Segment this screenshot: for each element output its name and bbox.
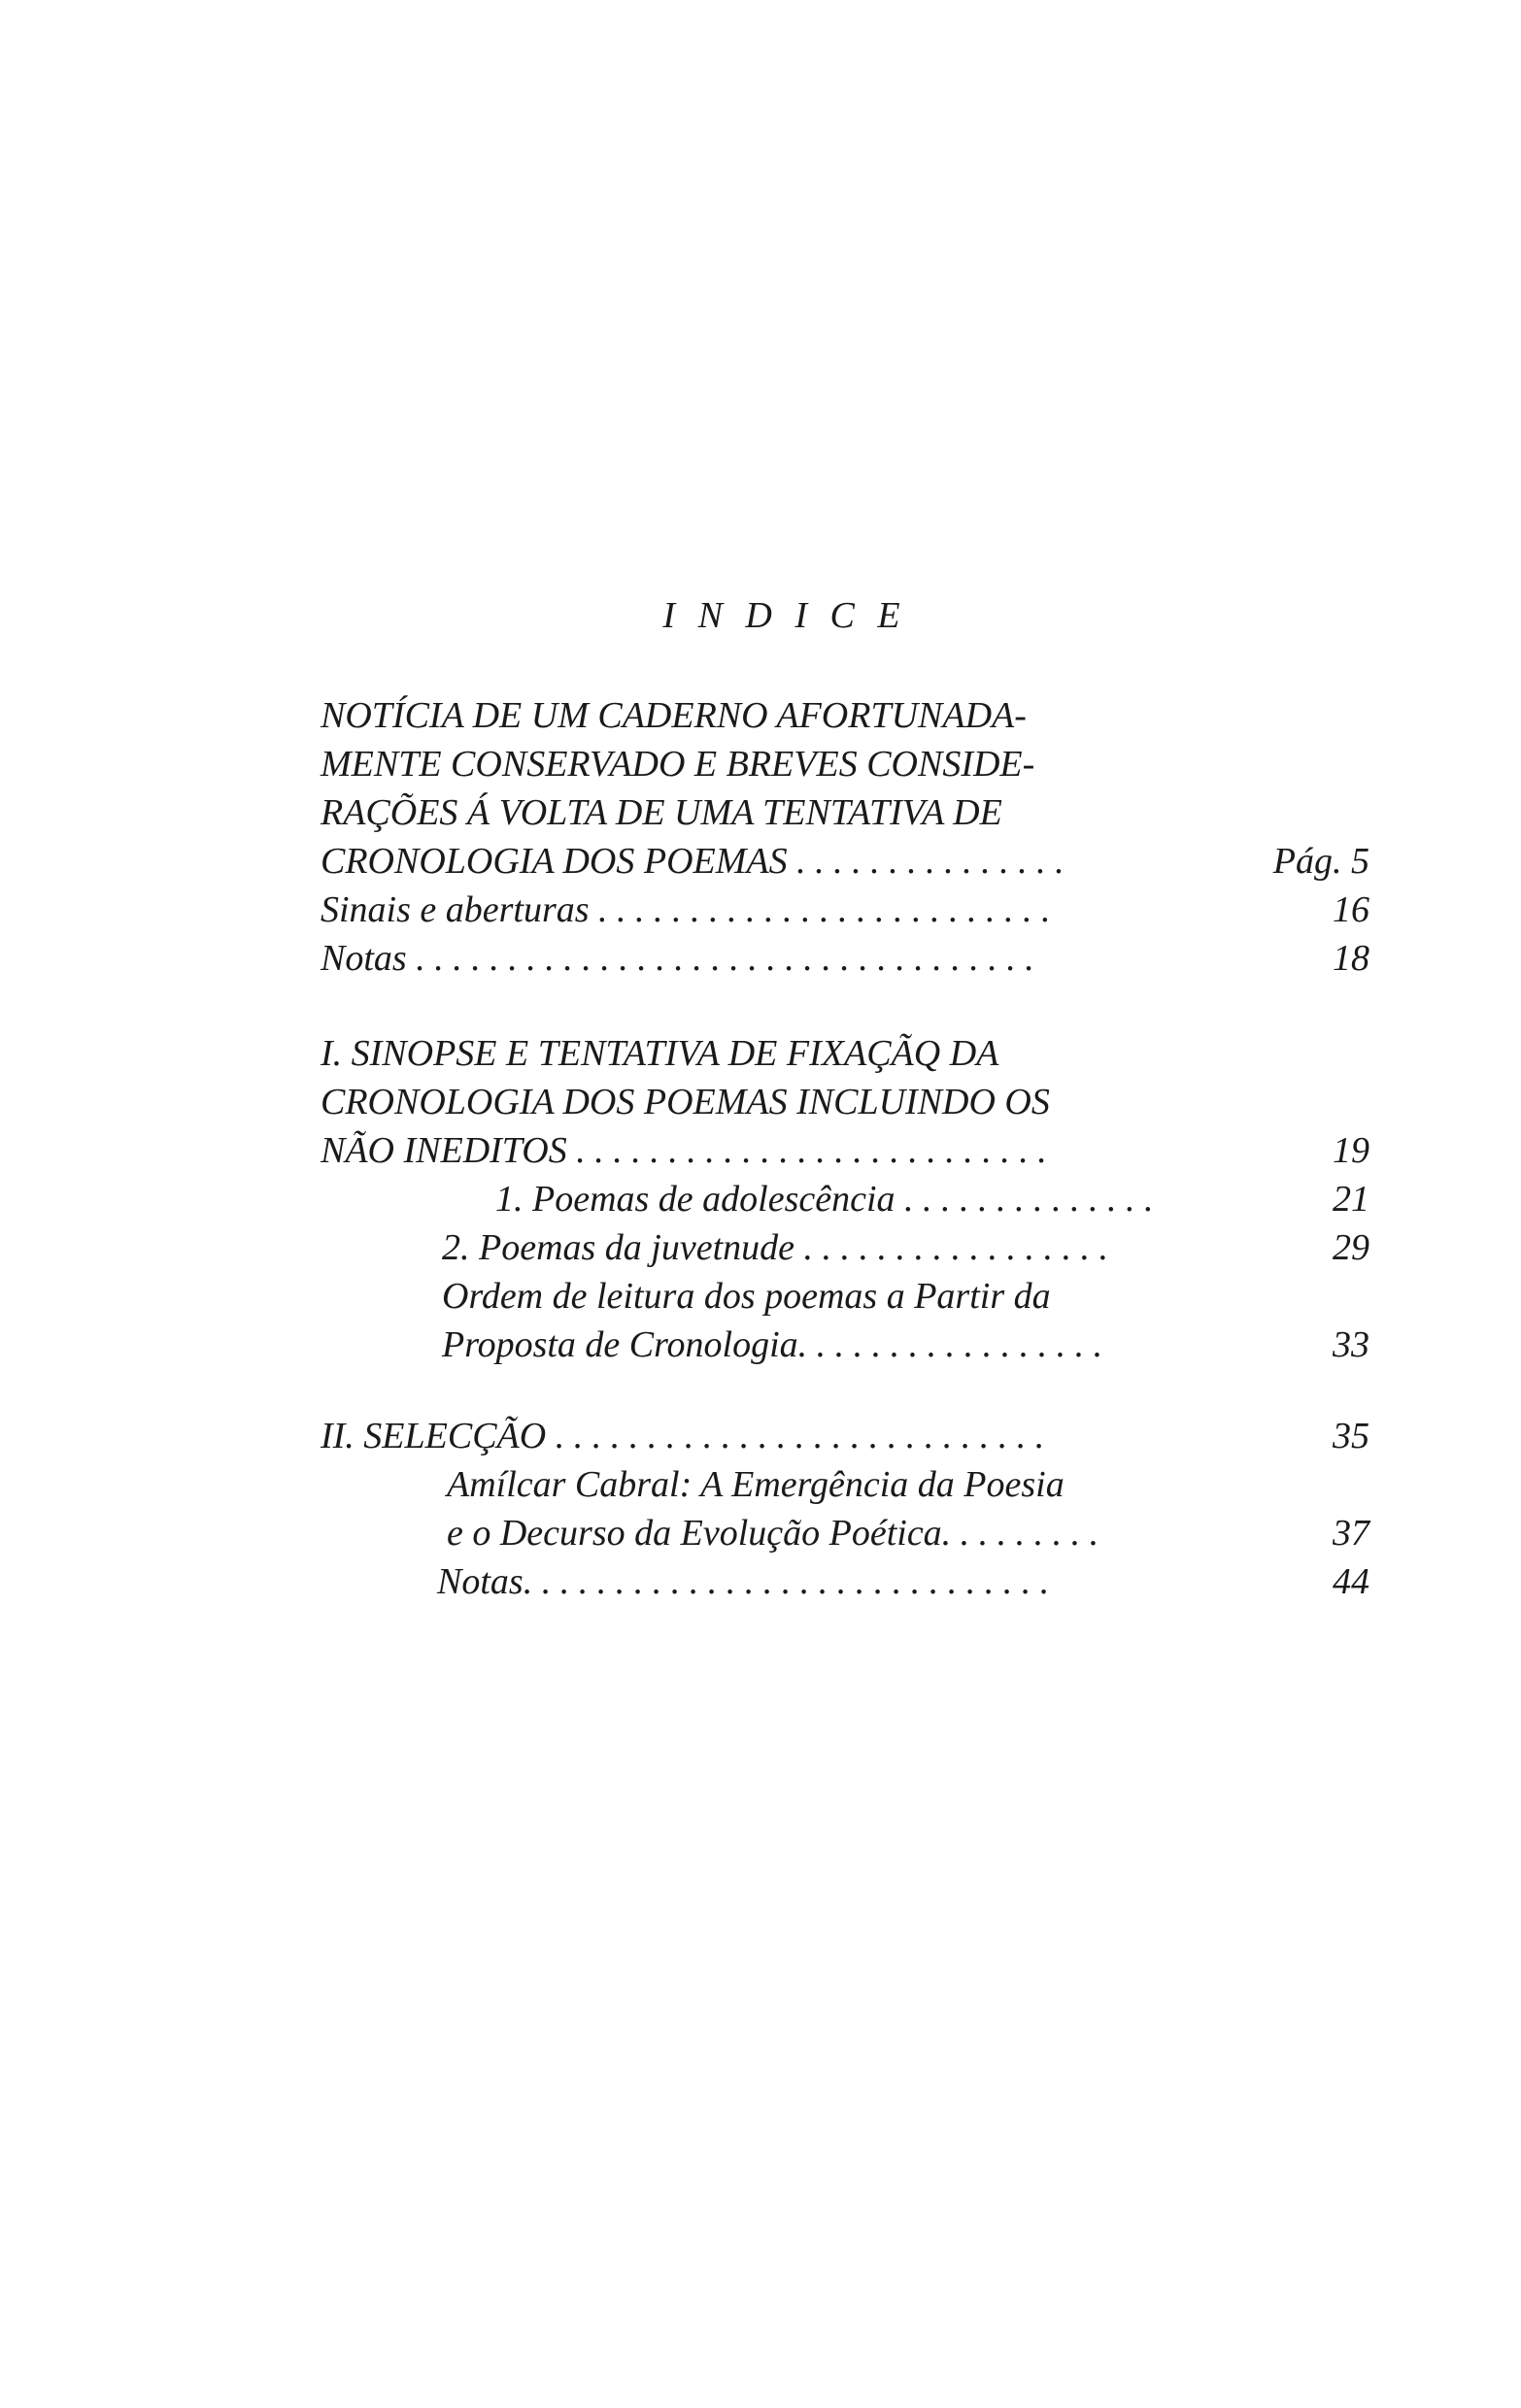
toc-entry-text: Ordem de leitura dos poemas a Partir da <box>442 1276 1051 1317</box>
toc-line <box>321 788 1369 837</box>
section-spacer <box>321 1369 1369 1412</box>
toc-line <box>321 740 1369 788</box>
toc-line <box>321 837 1369 886</box>
toc-section-2 <box>321 1029 1369 1369</box>
toc-entry-text: Amílcar Cabral: A Emergência da Poesia <box>447 1464 1065 1505</box>
toc-entry-text: Proposta de Cronologia. . . . . . . . . . . . . . . . . <box>442 1324 1103 1365</box>
toc-page-number: 29 <box>1333 1227 1369 1268</box>
toc-entry-text: e o Decurso da Evolução Poética. . . . . . . . . <box>447 1513 1099 1554</box>
toc-line <box>321 1460 1369 1509</box>
toc-entry-text: CRONOLOGIA DOS POEMAS . . . . . . . . . . . . . . . <box>321 841 1065 882</box>
toc-line <box>321 1272 1369 1321</box>
toc-page-number: 35 <box>1333 1416 1369 1456</box>
toc-entry-text: 2. Poemas da juvetnude . . . . . . . . . . . . . . . . . <box>442 1227 1109 1268</box>
table-of-contents <box>321 691 1369 1606</box>
toc-line <box>321 1321 1369 1369</box>
toc-page-number: 18 <box>1333 938 1369 979</box>
toc-page-number: 19 <box>1333 1130 1369 1171</box>
toc-section-3 <box>321 1412 1369 1606</box>
toc-line <box>321 886 1369 934</box>
toc-line <box>321 1175 1369 1223</box>
toc-line <box>321 691 1369 740</box>
toc-line <box>321 1557 1369 1606</box>
toc-page-number: 21 <box>1333 1179 1369 1220</box>
toc-section-1 <box>321 691 1369 983</box>
toc-entry-text: Notas. . . . . . . . . . . . . . . . . . . . . . . . . . . . . <box>437 1561 1050 1602</box>
toc-entry-text: NOTÍCIA DE UM CADERNO AFORTUNADA- <box>321 695 1027 736</box>
toc-page-number: 37 <box>1333 1513 1369 1554</box>
toc-entry-text: Sinais e aberturas . . . . . . . . . . . . . . . . . . . . . . . . . <box>321 889 1051 930</box>
toc-line <box>321 1223 1369 1272</box>
toc-entry-text: Notas . . . . . . . . . . . . . . . . . . . . . . . . . . . . . . . . . . <box>321 938 1034 979</box>
toc-entry-text: MENTE CONSERVADO E BREVES CONSIDE- <box>321 744 1035 785</box>
toc-entry-text: RAÇÕES Á VOLTA DE UMA TENTATIVA DE <box>321 792 1002 833</box>
toc-line <box>321 1412 1369 1460</box>
toc-entry-text: I. SINOPSE E TENTATIVA DE FIXAÇÃQ DA <box>321 1033 999 1074</box>
toc-line <box>321 1126 1369 1175</box>
index-title: I N D I C E <box>662 595 907 636</box>
toc-entry-text: II. SELECÇÃO . . . . . . . . . . . . . . . . . . . . . . . . . . . <box>321 1416 1045 1456</box>
toc-entry-text: 1. Poemas de adolescência . . . . . . . . . . . . . . <box>495 1179 1154 1220</box>
toc-line <box>321 1029 1369 1078</box>
section-spacer <box>321 983 1369 1029</box>
toc-page-number: 33 <box>1333 1324 1369 1365</box>
toc-entry-text: CRONOLOGIA DOS POEMAS INCLUINDO OS <box>321 1082 1050 1122</box>
toc-entry-text: NÃO INEDITOS . . . . . . . . . . . . . . . . . . . . . . . . . . <box>321 1130 1047 1171</box>
toc-line <box>321 1078 1369 1126</box>
toc-page-number: 44 <box>1333 1561 1369 1602</box>
toc-page-number: 16 <box>1333 889 1369 930</box>
toc-line <box>321 1509 1369 1557</box>
toc-line <box>321 934 1369 983</box>
toc-page-number: Pág. 5 <box>1272 841 1369 882</box>
